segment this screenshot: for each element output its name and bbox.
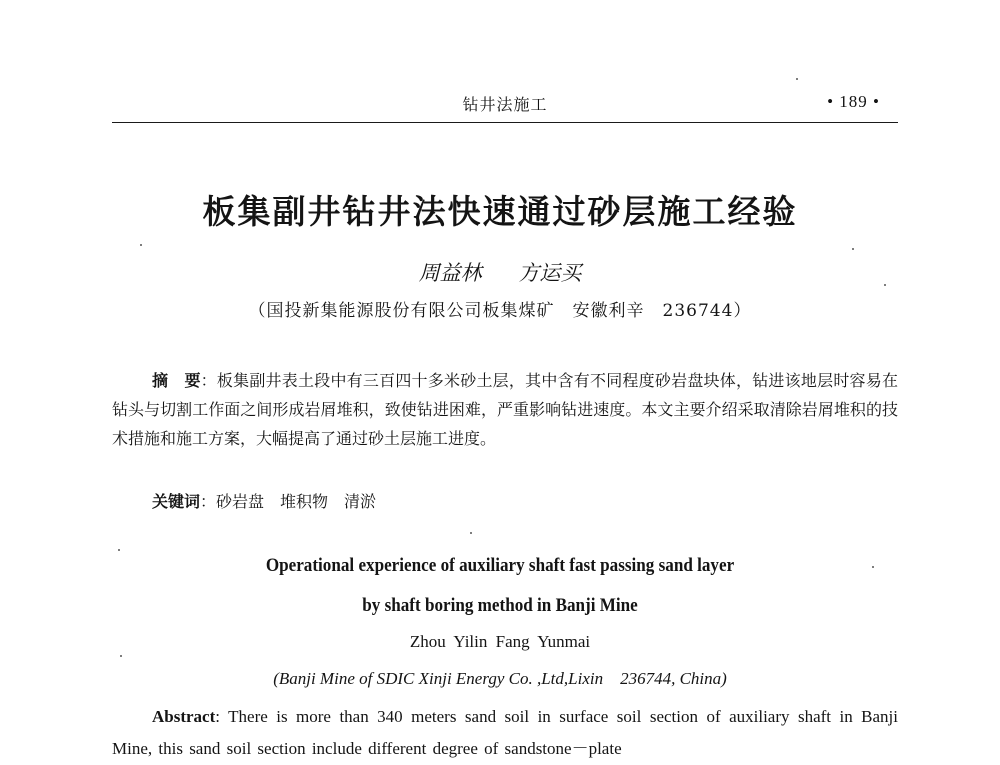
chinese-affiliation: （国投新集能源股份有限公司板集煤矿 安徽利辛 236744）: [248, 301, 752, 321]
scan-speck: [120, 655, 122, 657]
running-title: 钻井法施工: [462, 95, 548, 114]
scan-speck: [872, 566, 874, 568]
scan-speck: [140, 244, 142, 246]
english-abstract: [112, 701, 898, 765]
scan-speck: [796, 78, 798, 80]
chinese-keywords-text: ：砂岩盘 堆积物 清淤: [200, 492, 377, 511]
chinese-keywords-label: 关键词: [152, 492, 201, 511]
scan-speck: [884, 284, 886, 286]
english-title-line-1: Operational experience of auxiliary shaft fast passing sand layer: [265, 555, 735, 576]
page-number: • 189 •: [827, 92, 880, 111]
scan-speck: [118, 549, 120, 551]
english-affiliation: (Banji Mine of SDIC Xinji Energy Co. ,Ltd,Lixin 236744, China): [273, 669, 727, 688]
english-title-line-2: by shaft boring method in Banji Mine: [362, 595, 638, 616]
scan-speck: [470, 532, 472, 534]
header-rule: [112, 122, 898, 123]
running-header: [112, 90, 898, 122]
chinese-abstract-label: 摘 要: [152, 371, 201, 390]
english-authors: Zhou Yilin Fang Yunmai: [409, 632, 591, 651]
chinese-keywords: [152, 489, 376, 512]
chinese-title: 板集副井钻井法快速通过砂层施工经验: [202, 192, 798, 231]
chinese-authors: 周益林 方运买: [418, 261, 582, 285]
english-abstract-text: : There is more than 340 meters sand soil in surface soil section of auxiliary shaft in Banji Mine, this sand soil section include different degree of sandstone－plate: [112, 707, 898, 758]
chinese-abstract-text: ：板集副井表土段中有三百四十多米砂土层，其中含有不同程度砂岩盘块体，钻进该地层时容易在钻头与切割工作面之间形成岩屑堆积，致使钻进困难，严重影响钻进速度。本文主要介绍采取清除岩屑堆积的技术措施和施工方案，大幅提高了通过砂土层施工进度。: [112, 371, 898, 448]
english-abstract-label: Abstract: [152, 707, 216, 726]
chinese-abstract: [112, 366, 898, 453]
scan-speck: [852, 248, 854, 250]
